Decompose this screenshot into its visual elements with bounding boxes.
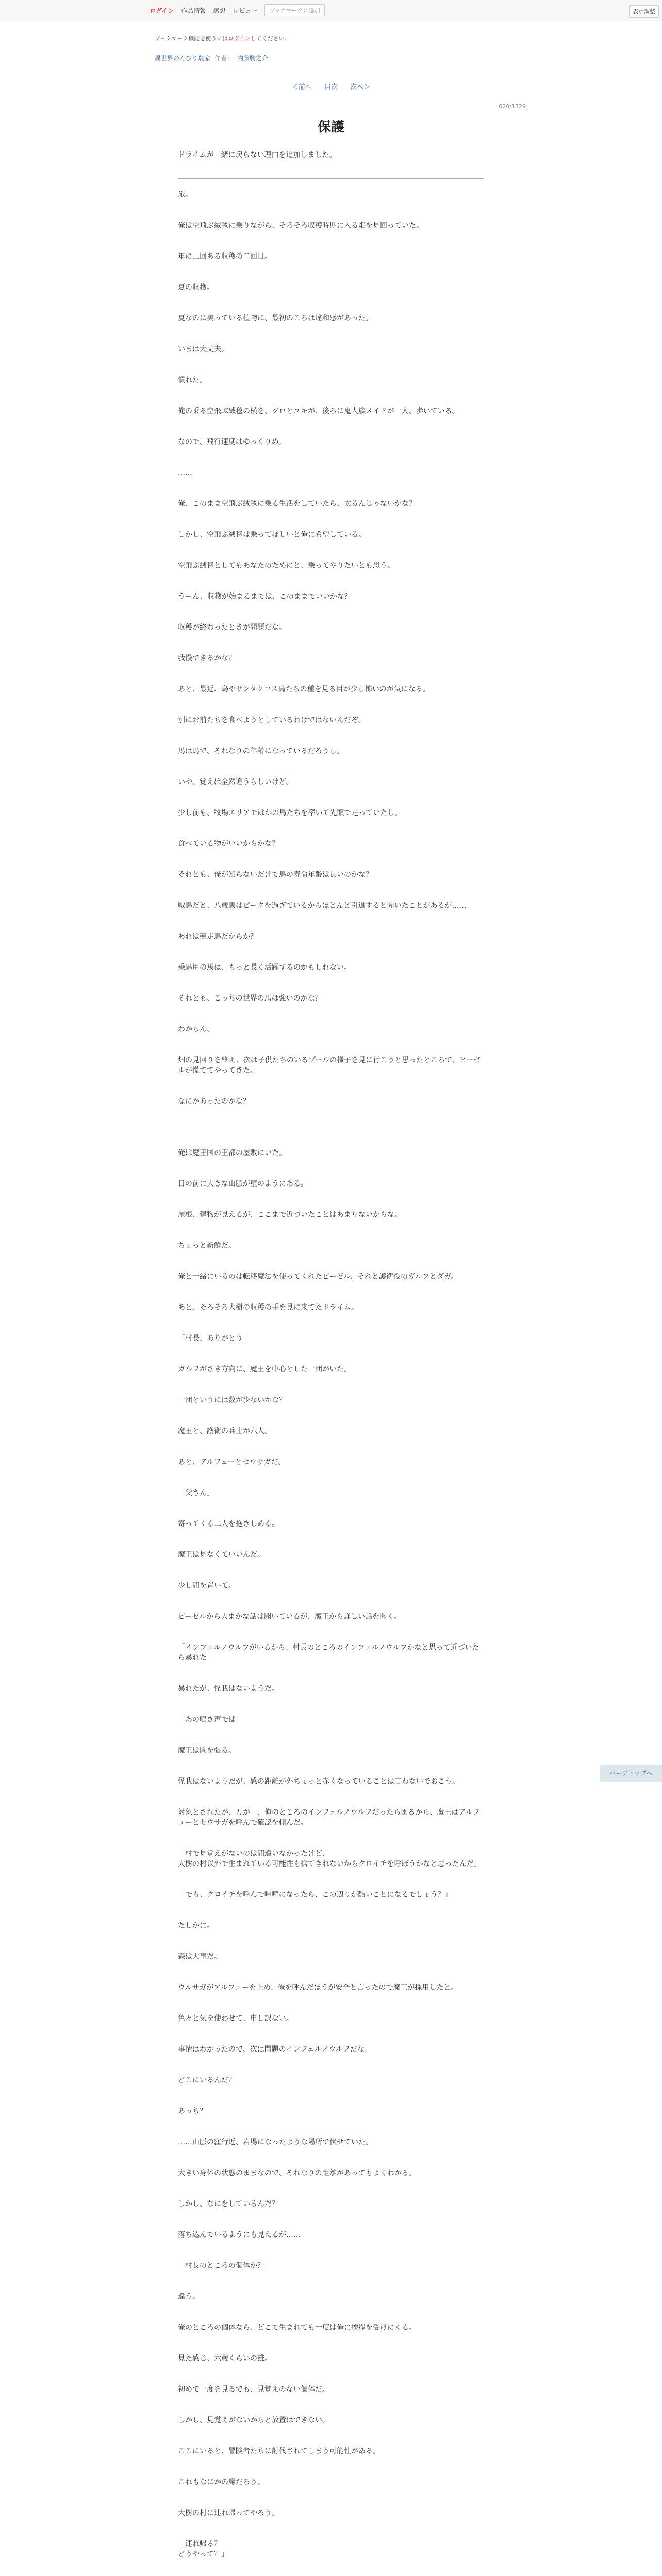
body-paragraph: これもなにかの縁だろう。 — [178, 2478, 264, 2486]
prev-link[interactable]: ＜前へ — [291, 83, 312, 91]
body-paragraph: 目の前に大きな山脈が壁のようにある。 — [178, 1180, 308, 1188]
body-paragraph: 魔王は見なくていいんだ。 — [178, 1551, 264, 1559]
notice-prefix: ブックマーク機能を使うには — [155, 35, 228, 42]
body-paragraph: 戦馬だと、八歳馬はピークを過ぎているからほとんど引退すると聞いたことがあるが…… — [178, 902, 467, 910]
body-paragraph: 乗馬用の馬は、もっと長く活躍するのかもしれない。 — [178, 963, 351, 972]
body-paragraph: 年に三回ある収穫の二回目。 — [178, 252, 272, 261]
body-paragraph: うーん、収穫が始まるまでは、このままでいいかな？ — [178, 592, 352, 601]
toc-link[interactable]: 目次 — [324, 83, 338, 91]
body-paragraph: あと、そろそろ大樹の収穫の手を見に来てたドライム。 — [178, 1303, 358, 1312]
body-paragraph: 見た感じ、六歳くらいの雄。 — [178, 2354, 272, 2363]
body-paragraph: 対象とされたが、万が一、俺のところのインフェルノウルフだったら困るから、魔王はアルフューとセウサガを呼んで確認を頼んだ。 — [178, 1808, 480, 1827]
body-paragraph: ガルフがさき方向に、魔王を中心とした一団がいた。 — [178, 1365, 351, 1374]
episode-pager — [0, 81, 662, 91]
body-paragraph: 初めて一度を見るでも、見覚えのない個体だ。 — [178, 2385, 329, 2394]
body-paragraph: 落ち込んでいるようにも見えるが…… — [178, 2231, 301, 2239]
body-paragraph: 「でも、クロイチを呼んで喧嘩になったら、この辺りが酷いことになるでしょう？」 — [178, 1891, 452, 1899]
series-title-link[interactable]: 異世界のんびり農家 — [155, 55, 211, 62]
body-paragraph: 俺の乗る空飛ぶ絨毯の横を、グロとユキが、後ろに鬼人族メイドが一人、歩いている。 — [178, 407, 459, 415]
body-paragraph: しかし、見覚えがないからと放置はできない。 — [178, 2416, 329, 2425]
body-paragraph: 色々と気を使わせて、申し訳ない。 — [178, 2014, 293, 2023]
body-paragraph: 少し間を置いて。 — [178, 1582, 236, 1590]
body-paragraph: なにかあったのかな？ — [178, 1097, 250, 1106]
body-paragraph: 「村長のところの個体か？」 — [178, 2262, 272, 2270]
page-top-button[interactable]: ページトップへ — [600, 1765, 662, 1782]
body-paragraph: いまは大丈夫。 — [178, 345, 228, 353]
body-paragraph: 「父さん」 — [178, 1489, 214, 1497]
body-paragraph: 別にお前たちを食べようとしているわけではないんだぞ。 — [178, 716, 366, 724]
body-paragraph: それとも、こっちの世界の馬は強いのかな？ — [178, 994, 322, 1003]
body-paragraph: それとも、俺が知らないだけで馬の寿命年齢は長いのかな？ — [178, 871, 373, 879]
body-paragraph: 慣れた。 — [178, 376, 207, 384]
body-paragraph: わからん。 — [178, 1025, 214, 1033]
body-paragraph: あっち？ — [178, 2107, 207, 2115]
body-paragraph: しかし、なにをしているんだ？ — [178, 2200, 279, 2208]
body-paragraph: 収穫が終わったときが問題だな。 — [178, 623, 286, 632]
body-paragraph: 畑の見回りを終え、次は子供たちのいるプールの様子を見に行こうと思ったところで、ビーゼルが慌ててやってきた。 — [178, 1056, 481, 1075]
body-paragraph: しかし、空飛ぶ絨毯は乗ってほしいと俺に希望している。 — [178, 531, 366, 539]
body-paragraph: あと、最近、鳥やサンタクロス鳥たちの種を見る目が少し怖いのが気になる。 — [178, 685, 430, 693]
nav-reviews[interactable]: レビュー — [233, 7, 258, 14]
top-bar — [0, 0, 662, 21]
body-paragraph: あと、アルフューとセウサガだ。 — [178, 1458, 286, 1466]
body-paragraph: ウルサガがアルフューを止め、俺を呼んだほうが安全と言ったので魔王が採用したと。 — [178, 1984, 458, 1992]
breadcrumb — [155, 54, 268, 62]
body-paragraph: 旅。 — [178, 191, 192, 199]
episode-body — [178, 190, 484, 2576]
body-paragraph: 俺は空飛ぶ絨毯に乗りながら、そろそろ収穫時期に入る畑を見回っていた。 — [178, 222, 423, 230]
episode-number: 620/1329 — [499, 103, 526, 110]
body-paragraph: 屋根、建物が見えるが、ここまで近づいたことはあまりないからな。 — [178, 1211, 402, 1219]
nav-work-info[interactable]: 作品情報 — [181, 7, 206, 14]
body-paragraph: ……山脈の窪行近、岩場になったような場所で伏せていた。 — [178, 2138, 373, 2146]
next-link[interactable]: 次へ＞ — [350, 83, 371, 91]
body-paragraph: 事情はわかったので、次は問題のインフェルノウルフだな。 — [178, 2045, 372, 2054]
body-paragraph: いや、覚えは全然違うらしいけど。 — [178, 778, 293, 786]
episode-preface: ドライムが一緒に戻らない理由を追加しました。 — [178, 151, 337, 159]
body-paragraph: 食べている物がいいからかな？ — [178, 840, 279, 848]
body-paragraph: 怪我はないようだが、感の距離が外ちょっと赤くなっていることは言わないでおこう。 — [178, 1777, 459, 1786]
notice-suffix: してください。 — [250, 35, 290, 42]
body-paragraph: 夏なのに実っている植物に、最初のころは違和感があった。 — [178, 314, 373, 323]
header-nav — [150, 0, 325, 21]
preface-divider — [178, 178, 484, 179]
bookmark-button[interactable]: ブックマークに追加 — [264, 4, 324, 16]
body-paragraph: 俺は魔王国の王都の屋敷にいた。 — [178, 1149, 286, 1157]
body-paragraph: 「村長、ありがとう」 — [178, 1334, 250, 1343]
body-paragraph: ちょっと新鮮だ。 — [178, 1242, 236, 1250]
body-paragraph: 暴れたが、怪我はないようだ。 — [178, 1685, 279, 1693]
body-paragraph: どこにいるんだ？ — [178, 2076, 236, 2084]
body-paragraph: 一団というには数が少ないかな？ — [178, 1396, 286, 1404]
body-paragraph: 魔王は胸を張る。 — [178, 1747, 236, 1755]
body-paragraph: なので、飛行速度はゆっくりめ。 — [178, 438, 286, 446]
body-paragraph: 俺のところの個体なら、どこで生まれても一度は俺に挨拶を受けにくる。 — [178, 2324, 416, 2332]
body-paragraph: あれは競走馬だからか？ — [178, 933, 257, 941]
body-paragraph: 大きい身体の状態のままなので、それなりの距離があってもよくわかる。 — [178, 2169, 416, 2177]
body-paragraph: 寄ってくる二人を抱きしめる。 — [178, 1520, 279, 1528]
body-paragraph: ここにいると、冒険者たちに討伐されてしまう可能性がある。 — [178, 2447, 380, 2455]
body-paragraph: 大樹の村に連れ帰ってやろう。 — [178, 2509, 279, 2517]
body-paragraph: 「インフェルノウルフがいるから、村長のところのインフェルノウルフかなと思って近づいたら暴れた」 — [178, 1643, 479, 1662]
body-paragraph: 少し前も、牧場エリアではかの馬たちを率いて先頭で走っていたし。 — [178, 809, 402, 817]
episode-title: 保護 — [317, 120, 344, 135]
author-link[interactable]: 内藤騎之介 — [237, 55, 269, 62]
body-paragraph: 空飛ぶ絨毯としてもあなたのためにと、乗ってやりたいとも思う。 — [178, 562, 394, 570]
body-paragraph: 違う。 — [178, 2293, 200, 2301]
display-settings-button[interactable]: 表示調整 — [629, 5, 659, 18]
body-paragraph: ビーゼルから大まかな話は聞いているが、魔王から詳しい話を聞く。 — [178, 1613, 401, 1621]
body-paragraph: たしかに。 — [178, 1922, 214, 1930]
body-paragraph: 「あの鳴き声では」 — [178, 1716, 243, 1724]
body-paragraph: 俺、このまま空飛ぶ絨毯に乗る生活をしていたら、太るんじゃないかな？ — [178, 500, 416, 508]
notice-login-link[interactable]: ログイン — [228, 35, 251, 42]
body-paragraph: …… — [178, 469, 192, 477]
body-paragraph: 「村で見覚えがないのは間違いなかったけど、 大樹の村以外で生まれている可能性も捨てきれないからクロイチを呼ぼうかなと思ったんだ」 — [178, 1850, 481, 1868]
body-paragraph: 森は大事だ。 — [178, 1953, 221, 1961]
login-notice — [155, 34, 290, 42]
body-paragraph: 夏の収穫。 — [178, 283, 214, 292]
login-link[interactable]: ログイン — [150, 7, 174, 14]
nav-impressions[interactable]: 感想 — [213, 7, 226, 14]
body-paragraph: 「連れ帰る？ どうやって？」 — [178, 2540, 228, 2558]
body-paragraph: 馬は馬で、それなりの年齢になっているだろうし。 — [178, 747, 344, 755]
body-paragraph: 我慢できるかな？ — [178, 654, 236, 663]
body-paragraph: 俺と一緒にいるのは転移魔法を使ってくれたビーゼル、それと護衛役のガルフとダガ。 — [178, 1273, 458, 1281]
author-label: 作者： — [214, 55, 234, 62]
body-paragraph: 魔王と、護衛の兵士が六人。 — [178, 1427, 272, 1435]
